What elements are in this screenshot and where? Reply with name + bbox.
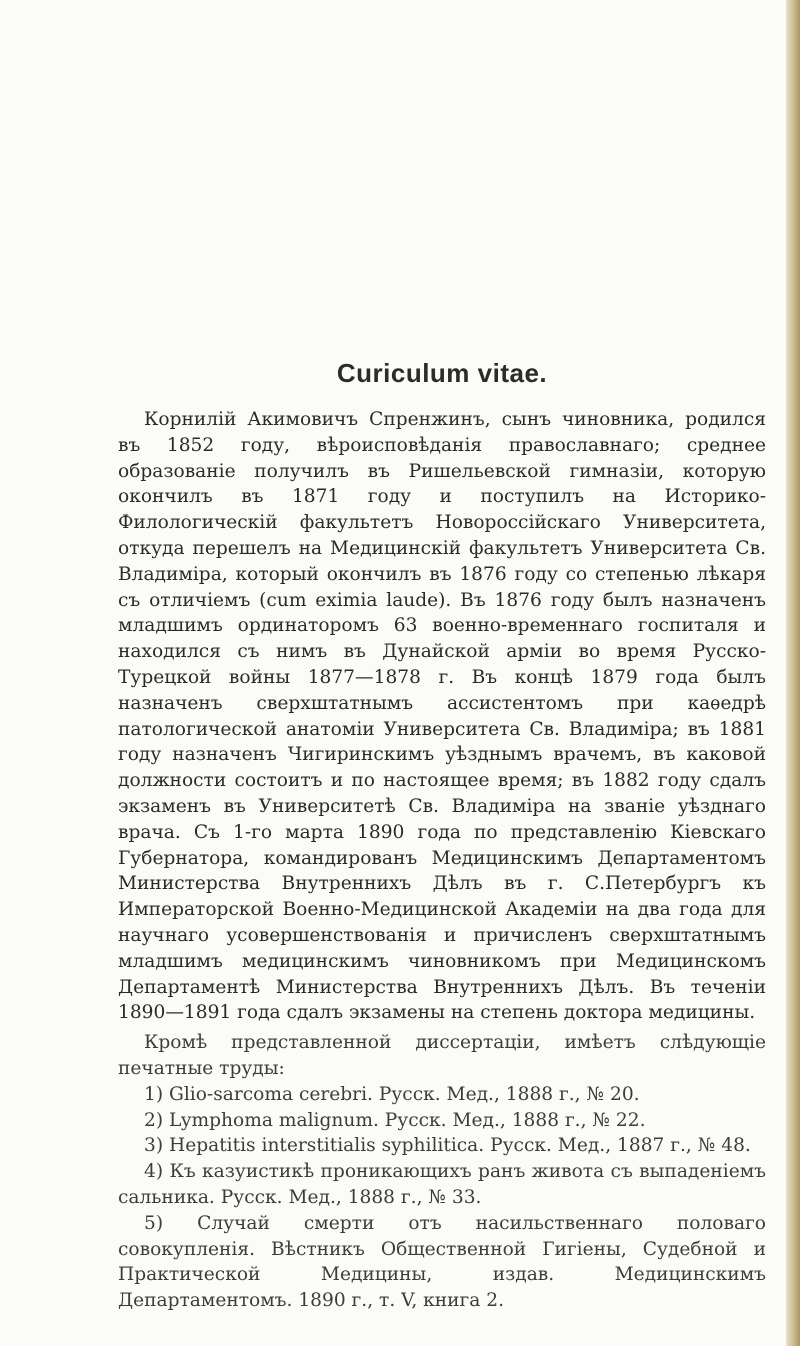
page-edge-shadow — [786, 0, 800, 1346]
document-body — [118, 358, 766, 1314]
works-list-item: 2) Lymphoma malignum. Русск. Мед., 1888 г., № 22. — [144, 1109, 646, 1131]
works-list-item: 5) Случай смерти отъ насильственнаго половаго совокупленія. Вѣстникъ Общественной Гигіены, Судебной и Практической Медицины, издав. Медицинскимъ Департаментомъ. 1890 г., т. V, книга 2. — [118, 1212, 766, 1312]
works-list-item: 1) Glio-sarcoma cerebri. Русск. Мед., 1888 г., № 20. — [144, 1083, 640, 1105]
page-title: Curiculum vitae. — [336, 358, 548, 388]
works-list — [118, 1082, 766, 1314]
works-list-item: 3) Hepatitis interstitialis syphilitica. Русск. Мед., 1887 г., № 48. — [144, 1135, 751, 1157]
works-list-item: 4) Къ казуистикѣ проникающихъ ранъ живота съ выпаденіемъ сальника. Русск. Мед., 1888 г., № 33. — [118, 1161, 766, 1208]
biography-paragraph: Корнилій Акимовичъ Спренжинъ, сынъ чиновника, родился въ 1852 году, вѣроисповѣданія православнаго; среднее образованіе получилъ въ Ришельевской гимназіи, которую окончилъ въ 1871 году и поступилъ на Историко-Филологическій факультетъ Новороссійскаго Университета, откуда перешелъ на Медицинскій факультетъ Университета Св. Владиміра, который окончилъ въ 1876 году со степенью лѣкаря съ отличіемъ (cum eximia laude). Въ 1876 году былъ назначенъ младшимъ ординаторомъ 63 военно-временнаго госпиталя и находился съ нимъ въ Дунайской арміи во время Русско-Турецкой войны 1877—1878 г. Въ концѣ 1879 года былъ назначенъ сверхштатнымъ ассистентомъ при каѳедрѣ патологической анатоміи Университета Св. Владиміра; въ 1881 году назначенъ Чигиринскимъ уѣзднымъ врачемъ, въ каковой должности состоитъ и по настоящее время; въ 1882 году сдалъ экзаменъ въ Университетѣ Св. Владиміра на званіе уѣзднаго врача. Съ 1-го марта 1890 года по представленію Кіевскаго Губернатора, командированъ Медицинскимъ Департаментомъ Министерства Внутреннихъ Дѣлъ въ г. С.Петербургъ къ Императорской Военно-Медицинской Академіи на два года для научнаго усовершенствованія и причисленъ сверхштатнымъ младшимъ медицинскимъ чиновникомъ при Медицинскомъ Департаментѣ Министерства Внутреннихъ Дѣлъ. Въ теченіи 1890—1891 года сдалъ экзамены на степень доктора медицины. — [118, 409, 766, 1024]
works-intro: Кромѣ представленной диссертаціи, имѣетъ слѣдующіе печатные труды: — [118, 1032, 766, 1079]
